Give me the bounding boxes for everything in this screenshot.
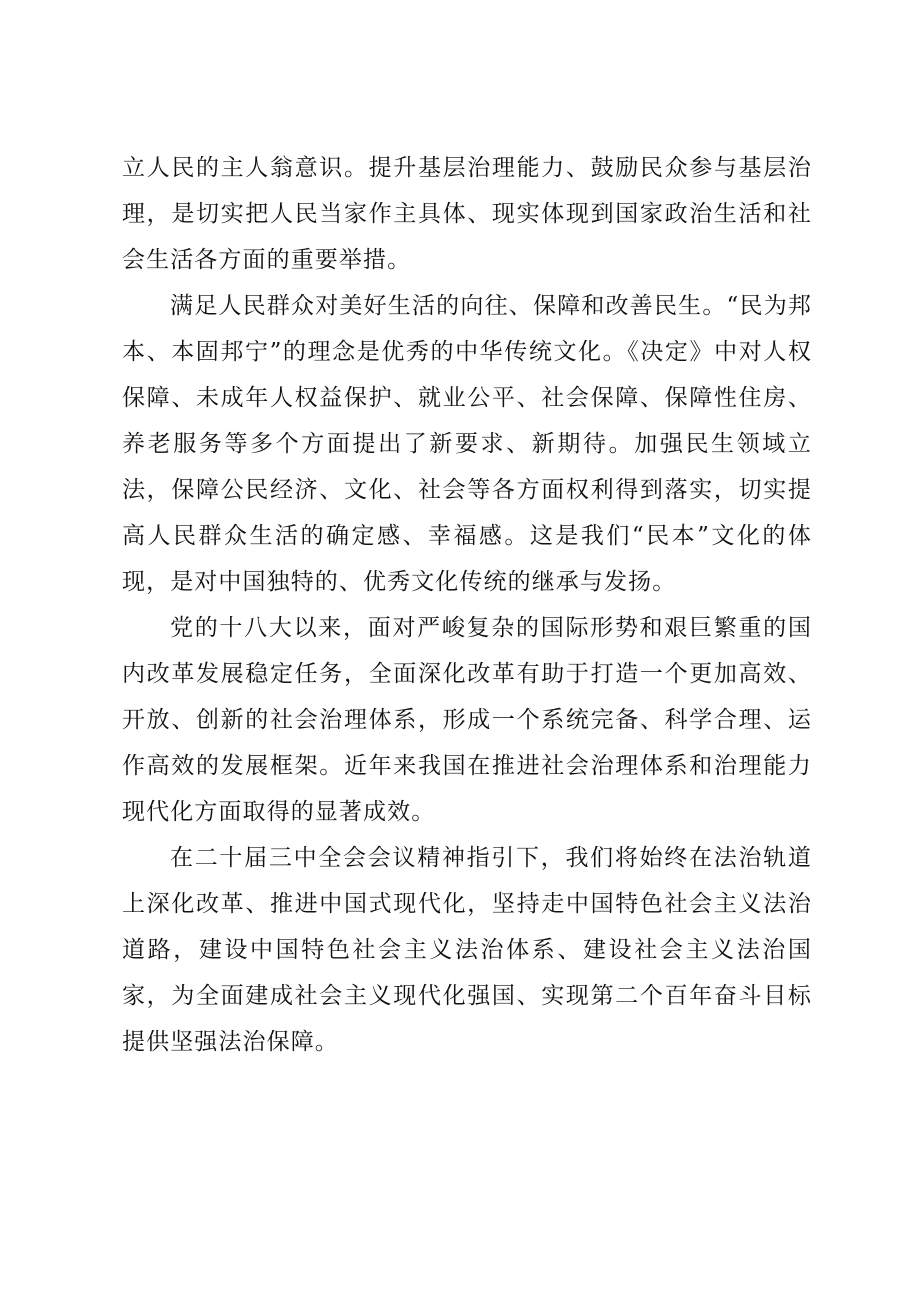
paragraph-4: 在二十届三中全会会议精神指引下，我们将始终在法治轨道上深化改革、推进中国式现代化，坚持走中国特色社会主义法治道路，建设中国特色社会主义法治体系、建设社会主义法治国家，为全面建成社会主义现代化强国、实现第二个百年奋斗目标提供坚强法治保障。 (122, 845, 812, 1055)
paragraph-2: 满足人民群众对美好生活的向往、保障和改善民生。“民为邦本、本固邦宁”的理念是优秀的中华传统文化。《决定》中对人权保障、未成年人权益保护、就业公平、社会保障、保障性住房、养老服务等多个方面提出了新要求、新期待。加强民生领域立法，保障公民经济、文化、社会等各方面权利得到落实，切实提高人民群众生活的确定感、幸福感。这是我们“民本”文化的体现，是对中国独特的、优秀文化传统的继承与发扬。 (122, 293, 812, 595)
paragraph-3: 党的十八大以来，面对严峻复杂的国际形势和艰巨繁重的国内改革发展稳定任务，全面深化改革有助于打造一个更加高效、开放、创新的社会治理体系，形成一个系统完备、科学合理、运作高效的发展框架。近年来我国在推进社会治理体系和治理能力现代化方面取得的显著成效。 (122, 615, 812, 825)
paragraph-1: 立人民的主人翁意识。提升基层治理能力、鼓励民众参与基层治理，是切实把人民当家作主具体、现实体现到国家政治生活和社会生活各方面的重要举措。 (122, 155, 812, 273)
document-body (122, 145, 812, 1065)
